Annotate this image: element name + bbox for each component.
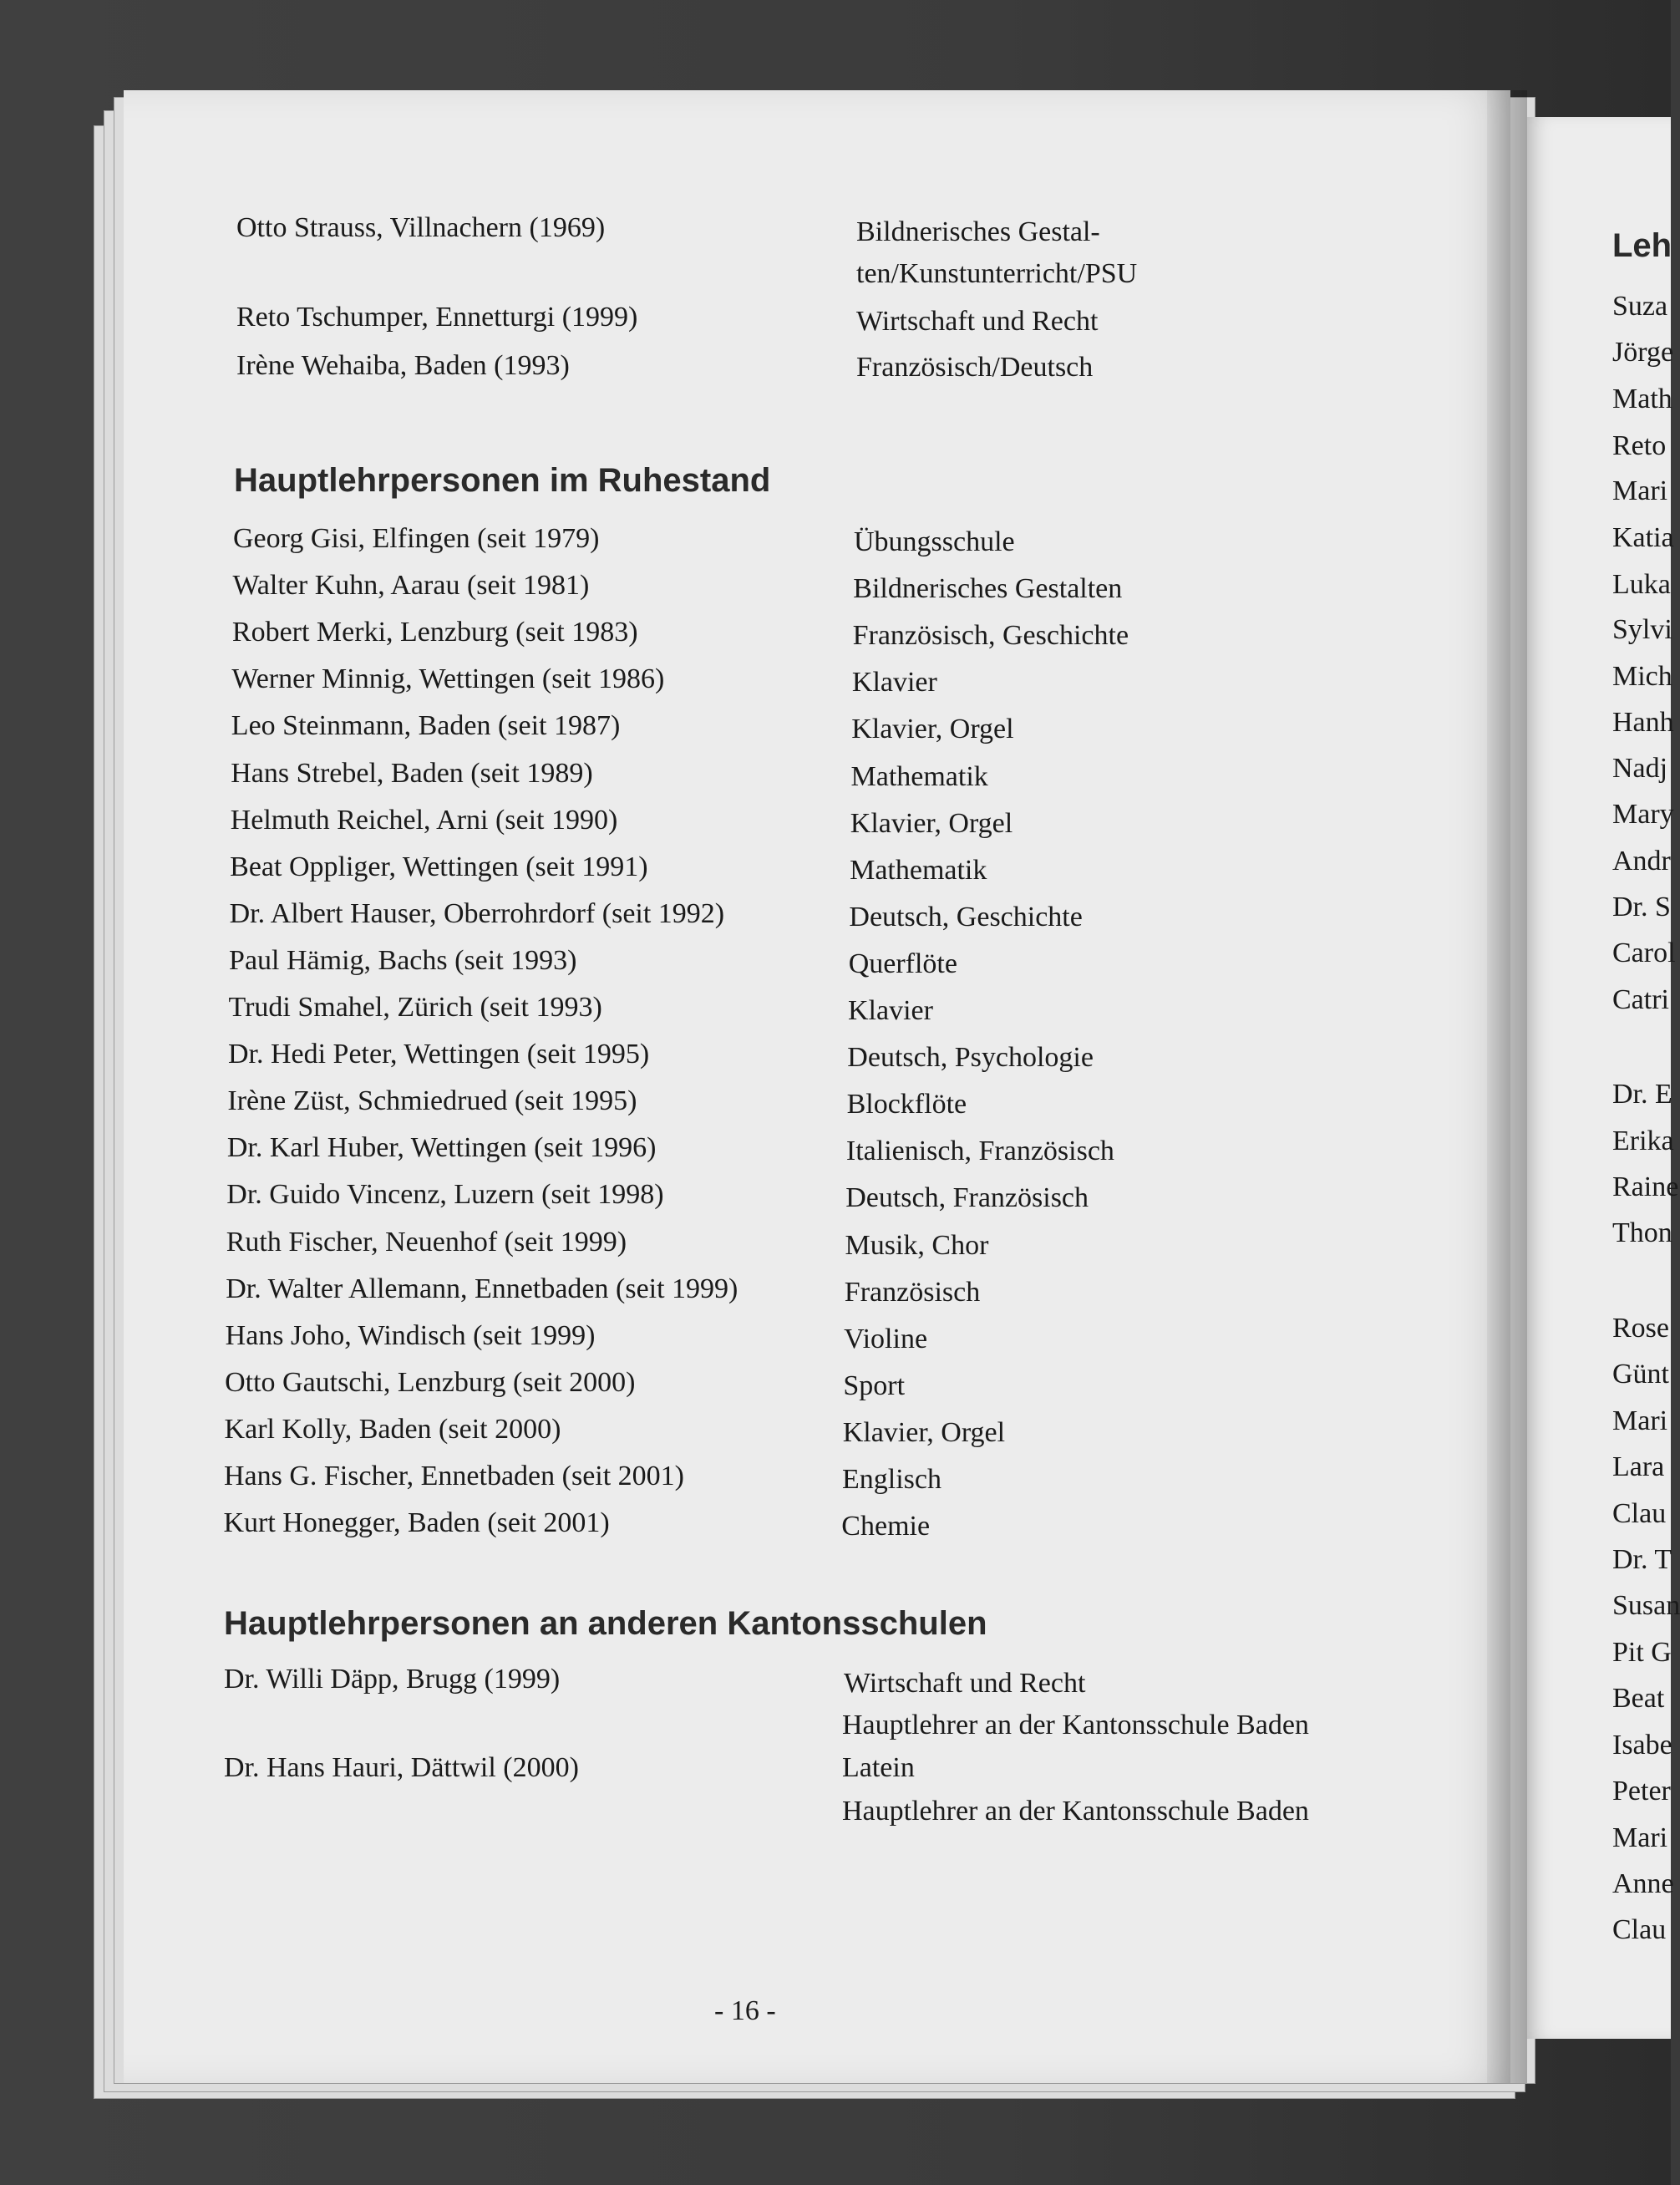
teacher-name: Dr. Willi Däpp, Brugg (1999): [224, 1664, 561, 1695]
right-page-entry: Mary: [1612, 799, 1674, 830]
right-page-entry: Dr. E: [1612, 1079, 1672, 1110]
right-page-entry: Thon: [1612, 1217, 1672, 1248]
right-page-entry: Clau: [1612, 1498, 1667, 1529]
teacher-subject: Italienisch, Französisch: [845, 1136, 1114, 1167]
teacher-name: Dr. Walter Allemann, Ennetbaden (seit 1999): [226, 1273, 738, 1304]
teacher-subject: Deutsch, Psychologie: [847, 1042, 1094, 1074]
teacher-name: Hans Strebel, Baden (seit 1989): [231, 757, 593, 789]
right-page-entry: Rose: [1612, 1313, 1669, 1344]
teacher-subject: Latein: [842, 1752, 915, 1783]
right-page-entry: Catri: [1612, 984, 1669, 1015]
teacher-subject: Bildnerisches Gestal-: [856, 216, 1100, 247]
teacher-subject: Klavier, Orgel: [851, 714, 1014, 745]
page-number: - 16 -: [714, 1995, 776, 2026]
right-page-heading: Leh: [1612, 227, 1672, 264]
teacher-name: Otto Gautschi, Lenzburg (seit 2000): [225, 1366, 636, 1398]
teacher-subject: Übungsschule: [854, 526, 1015, 557]
right-page-entry: Nadj: [1612, 753, 1668, 784]
right-page-entry: Katia: [1612, 522, 1674, 553]
right-page-entry: Beat: [1612, 1683, 1665, 1714]
right-page-entry: Anne: [1612, 1868, 1674, 1899]
right-page-content: [1527, 117, 1680, 2039]
teacher-subject: Deutsch, Geschichte: [849, 901, 1083, 932]
right-page-entry: Mari: [1612, 1822, 1668, 1853]
teacher-name: Paul Hämig, Bachs (seit 1993): [229, 944, 577, 976]
right-page-entry: Jörge: [1612, 337, 1674, 368]
teacher-subject: Wirtschaft und Recht: [844, 1668, 1086, 1699]
teacher-note: Hauptlehrer an der Kantonsschule Baden: [842, 1710, 1309, 1740]
right-page-entry: Carol: [1612, 938, 1676, 968]
teacher-name: Robert Merki, Lenzburg (seit 1983): [231, 617, 638, 648]
teacher-name: Otto Strauss, Villnachern (1969): [236, 212, 606, 243]
teacher-name: Hans G. Fischer, Ennetbaden (seit 2001): [224, 1461, 685, 1491]
right-page-entry: Luka: [1612, 569, 1671, 600]
right-page-entry: Mari: [1612, 1405, 1668, 1436]
right-page-entry: Mari: [1612, 475, 1668, 506]
teacher-name: Dr. Hedi Peter, Wettingen (seit 1995): [227, 1039, 650, 1070]
teacher-name: Trudi Smahel, Zürich (seit 1993): [228, 992, 602, 1023]
right-page-entry: Hanh: [1612, 707, 1674, 738]
teacher-subject: ten/Kunstunterricht/PSU: [856, 258, 1138, 289]
right-page-entry: Andr: [1612, 846, 1671, 877]
right-page-entry: Raine: [1612, 1171, 1679, 1202]
teacher-name: Irène Wehaiba, Baden (1993): [236, 350, 570, 381]
right-page-entry: Mich: [1612, 661, 1672, 692]
teacher-subject: Sport: [843, 1369, 906, 1401]
teacher-subject: Englisch: [842, 1464, 942, 1495]
teacher-subject: Klavier: [848, 995, 933, 1026]
right-page-entry: Sylvi: [1612, 614, 1672, 645]
teacher-subject: Chemie: [841, 1511, 931, 1542]
teacher-name: Dr. Karl Huber, Wettingen (seit 1996): [226, 1132, 657, 1164]
teacher-subject: Musik, Chor: [845, 1229, 989, 1261]
right-page-entry: Dr. S: [1612, 892, 1671, 922]
teacher-name: Helmuth Reichel, Arni (seit 1990): [230, 804, 618, 836]
teacher-subject: Bildnerisches Gestalten: [853, 573, 1123, 605]
teacher-subject: Klavier, Orgel: [842, 1416, 1006, 1448]
right-page-entry: Clau: [1612, 1914, 1667, 1945]
teacher-name: Leo Steinmann, Baden (seit 1987): [231, 710, 621, 742]
teacher-name: Dr. Guido Vincenz, Luzern (seit 1998): [226, 1179, 664, 1211]
teacher-subject: Französisch, Geschichte: [852, 620, 1129, 652]
right-page-entry: Pit G: [1612, 1637, 1672, 1668]
teacher-name: Georg Gisi, Elfingen (seit 1979): [233, 523, 600, 554]
section-heading-retired: Hauptlehrpersonen im Ruhestand: [234, 462, 771, 499]
right-page-entry: Suza: [1612, 291, 1668, 322]
right-page-entry: Isabe: [1612, 1730, 1672, 1761]
section-heading-other-schools: Hauptlehrpersonen an anderen Kantonsschulen: [224, 1605, 987, 1642]
right-page-entry: Susan: [1612, 1590, 1680, 1621]
right-page-entry: Math: [1612, 384, 1672, 414]
teacher-note: Hauptlehrer an der Kantonsschule Baden: [842, 1796, 1309, 1827]
teacher-name: Irène Züst, Schmiedrued (seit 1995): [227, 1085, 637, 1117]
teacher-subject: Querflöte: [848, 948, 957, 979]
right-page-entry: Dr. T: [1612, 1544, 1672, 1575]
teacher-subject: Französisch: [844, 1276, 981, 1308]
teacher-name: Hans Joho, Windisch (seit 1999): [225, 1319, 596, 1351]
teacher-name: Ruth Fischer, Neuenhof (seit 1999): [226, 1226, 627, 1258]
teacher-name: Reto Tschumper, Ennetturgi (1999): [236, 302, 638, 333]
teacher-name: Kurt Honegger, Baden (seit 2001): [223, 1507, 610, 1539]
teacher-subject: Französisch/Deutsch: [856, 352, 1094, 383]
teacher-name: Walter Kuhn, Aarau (seit 1981): [232, 570, 590, 602]
teacher-name: Dr. Hans Hauri, Dättwil (2000): [224, 1752, 579, 1783]
teacher-subject: Mathematik: [850, 854, 987, 886]
teacher-subject: Wirtschaft und Recht: [856, 306, 1099, 337]
teacher-name: Dr. Albert Hauser, Oberrohrdorf (seit 1992): [229, 897, 725, 929]
teacher-name: Beat Oppliger, Wettingen (seit 1991): [230, 851, 648, 882]
teacher-subject: Deutsch, Französisch: [845, 1182, 1089, 1214]
teacher-name: Karl Kolly, Baden (seit 2000): [224, 1413, 561, 1445]
right-page-entry: Lara: [1612, 1451, 1665, 1482]
teacher-subject: Klavier: [851, 667, 937, 699]
teacher-subject: Blockflöte: [846, 1089, 967, 1120]
teacher-subject: Violine: [844, 1323, 928, 1354]
right-page-entry: Peter: [1612, 1776, 1671, 1806]
right-page-entry: Günt: [1612, 1359, 1669, 1390]
teacher-subject: Klavier, Orgel: [850, 807, 1013, 839]
right-page-entry: Erika: [1612, 1126, 1674, 1156]
teacher-name: Werner Minnig, Wettingen (seit 1986): [231, 663, 665, 695]
right-page-entry: Reto: [1612, 430, 1667, 461]
teacher-subject: Mathematik: [850, 760, 988, 792]
